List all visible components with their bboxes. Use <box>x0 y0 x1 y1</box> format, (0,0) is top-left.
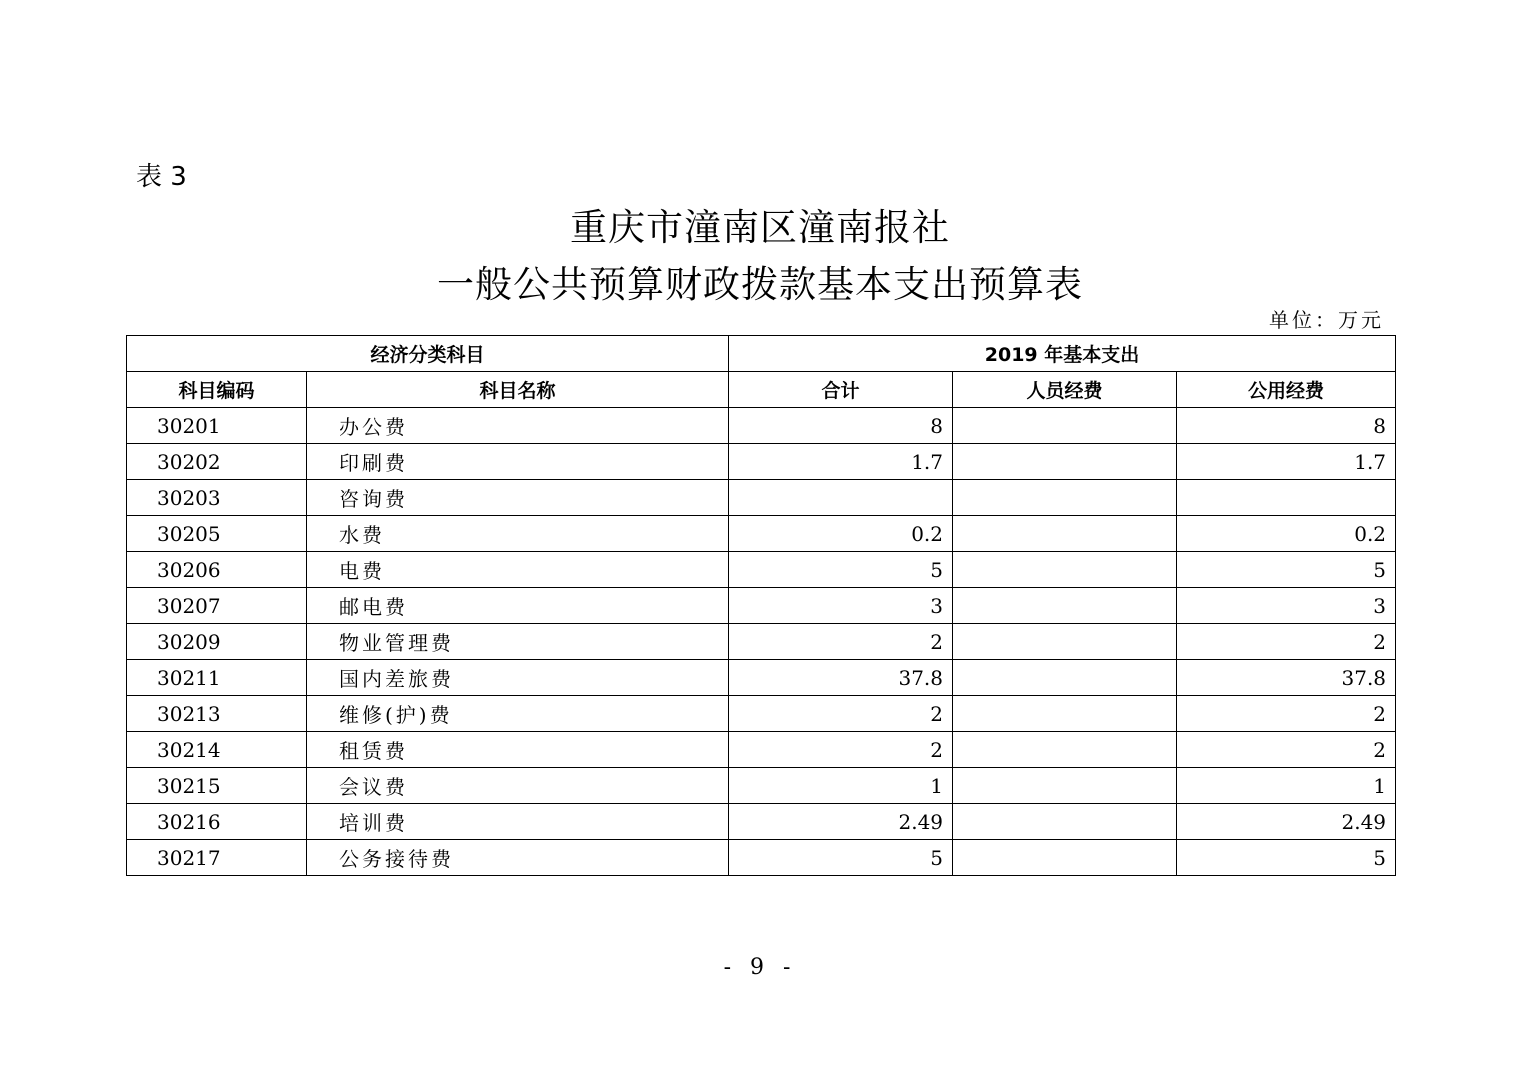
header-basic-expenditure: 2019 年基本支出 <box>729 336 1396 372</box>
table-row <box>127 444 1396 480</box>
cell-name: 物业管理费 <box>307 624 729 660</box>
cell-personnel <box>953 804 1177 840</box>
cell-name: 培训费 <box>307 804 729 840</box>
table-row <box>127 768 1396 804</box>
cell-name: 会议费 <box>307 768 729 804</box>
cell-code: 30217 <box>127 840 307 876</box>
cell-code: 30206 <box>127 552 307 588</box>
cell-code: 30203 <box>127 480 307 516</box>
table-row <box>127 408 1396 444</box>
cell-code: 30207 <box>127 588 307 624</box>
cell-public: 1.7 <box>1177 444 1396 480</box>
table-row <box>127 588 1396 624</box>
cell-code: 30216 <box>127 804 307 840</box>
cell-total: 2 <box>729 624 953 660</box>
cell-personnel <box>953 768 1177 804</box>
cell-total: 2.49 <box>729 804 953 840</box>
cell-personnel <box>953 588 1177 624</box>
cell-public: 3 <box>1177 588 1396 624</box>
cell-public: 37.8 <box>1177 660 1396 696</box>
page-title: 重庆市潼南区潼南报社 <box>570 206 950 249</box>
table-label: 表 3 <box>136 162 187 192</box>
cell-name: 咨询费 <box>307 480 729 516</box>
cell-public: 5 <box>1177 552 1396 588</box>
cell-name: 国内差旅费 <box>307 660 729 696</box>
cell-total: 5 <box>729 552 953 588</box>
cell-personnel <box>953 480 1177 516</box>
table-row <box>127 696 1396 732</box>
cell-total: 1 <box>729 768 953 804</box>
cell-public: 2 <box>1177 732 1396 768</box>
cell-total: 37.8 <box>729 660 953 696</box>
cell-total: 8 <box>729 408 953 444</box>
cell-personnel <box>953 696 1177 732</box>
cell-code: 30215 <box>127 768 307 804</box>
cell-code: 30211 <box>127 660 307 696</box>
table-row <box>127 840 1396 876</box>
header-personnel: 人员经费 <box>953 372 1177 408</box>
header-public: 公用经费 <box>1177 372 1396 408</box>
cell-name: 印刷费 <box>307 444 729 480</box>
cell-code: 30209 <box>127 624 307 660</box>
header-code: 科目编码 <box>127 372 307 408</box>
header-economic-classification: 经济分类科目 <box>127 336 729 372</box>
header-total: 合计 <box>729 372 953 408</box>
cell-public: 8 <box>1177 408 1396 444</box>
cell-personnel <box>953 732 1177 768</box>
cell-total: 1.7 <box>729 444 953 480</box>
cell-name: 租赁费 <box>307 732 729 768</box>
cell-code: 30214 <box>127 732 307 768</box>
cell-total: 2 <box>729 696 953 732</box>
table-row <box>127 804 1396 840</box>
cell-personnel <box>953 516 1177 552</box>
cell-personnel <box>953 660 1177 696</box>
cell-personnel <box>953 840 1177 876</box>
cell-public: 0.2 <box>1177 516 1396 552</box>
cell-code: 30205 <box>127 516 307 552</box>
cell-code: 30213 <box>127 696 307 732</box>
page-subtitle: 一般公共预算财政拨款基本支出预算表 <box>437 263 1083 306</box>
cell-public: 1 <box>1177 768 1396 804</box>
cell-public: 5 <box>1177 840 1396 876</box>
unit-label: 单位：万元 <box>1269 308 1384 332</box>
cell-public: 2.49 <box>1177 804 1396 840</box>
cell-code: 30202 <box>127 444 307 480</box>
header-column-row <box>127 372 1396 408</box>
cell-total: 0.2 <box>729 516 953 552</box>
table-row <box>127 624 1396 660</box>
cell-name: 电费 <box>307 552 729 588</box>
cell-name: 水费 <box>307 516 729 552</box>
cell-personnel <box>953 408 1177 444</box>
cell-total: 5 <box>729 840 953 876</box>
cell-personnel <box>953 624 1177 660</box>
cell-total <box>729 480 953 516</box>
cell-name: 公务接待费 <box>307 840 729 876</box>
budget-table <box>126 335 1396 876</box>
header-name: 科目名称 <box>307 372 729 408</box>
table-row <box>127 660 1396 696</box>
table-row <box>127 552 1396 588</box>
cell-code: 30201 <box>127 408 307 444</box>
table-row <box>127 480 1396 516</box>
cell-name: 办公费 <box>307 408 729 444</box>
header-group-row <box>127 336 1396 372</box>
cell-name: 邮电费 <box>307 588 729 624</box>
cell-public: 2 <box>1177 624 1396 660</box>
cell-name: 维修(护)费 <box>307 696 729 732</box>
cell-personnel <box>953 444 1177 480</box>
cell-total: 3 <box>729 588 953 624</box>
cell-total: 2 <box>729 732 953 768</box>
cell-public: 2 <box>1177 696 1396 732</box>
table-row <box>127 732 1396 768</box>
cell-public <box>1177 480 1396 516</box>
table-row <box>127 516 1396 552</box>
page-number: - 9 - <box>723 955 797 980</box>
cell-personnel <box>953 552 1177 588</box>
